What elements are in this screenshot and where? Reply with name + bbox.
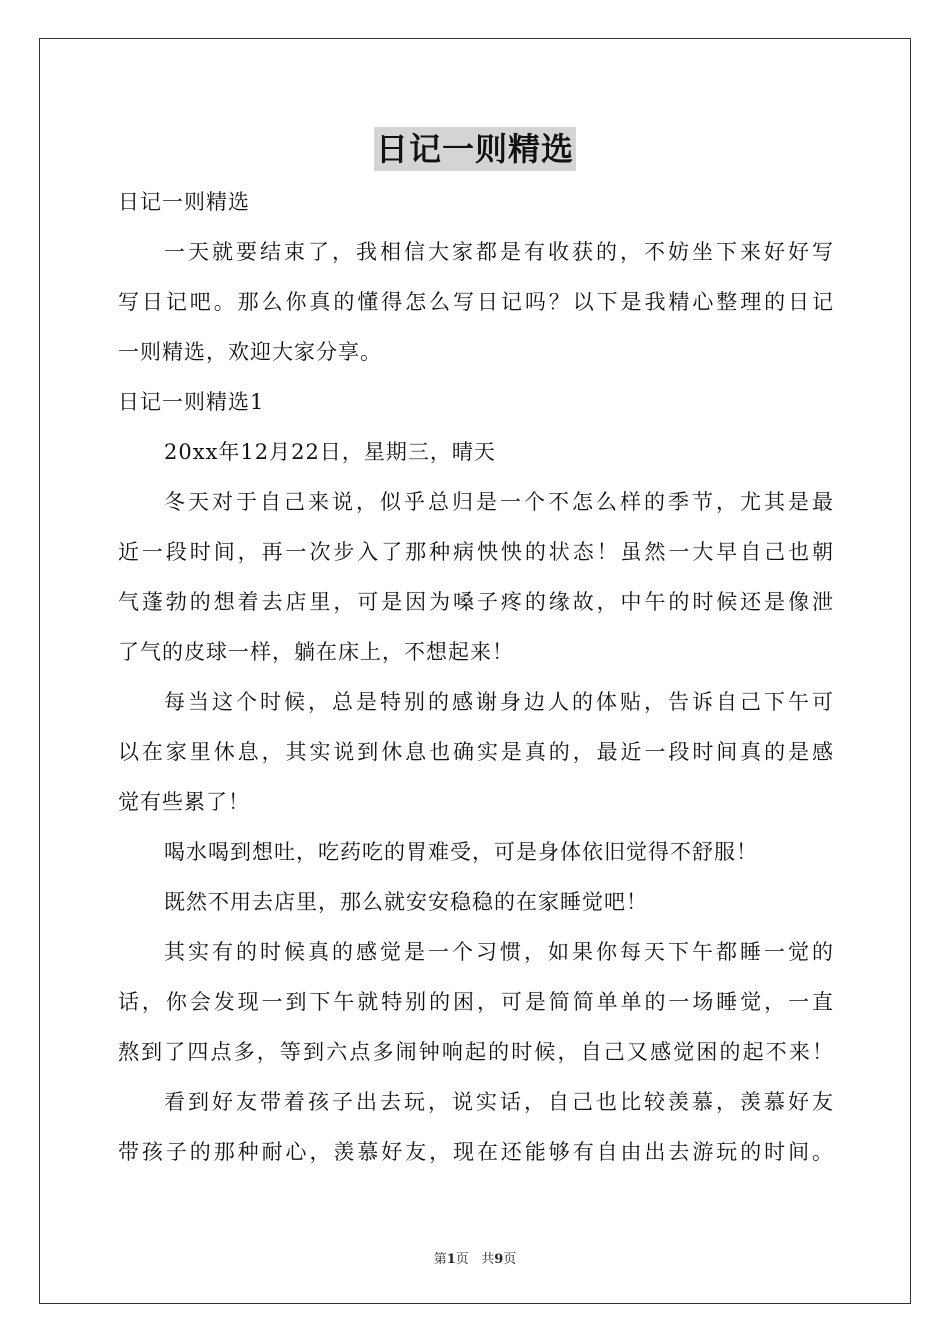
paragraph-2-line-3: 觉有些累了！ xyxy=(118,790,250,814)
section-heading: 日记一则精选1 xyxy=(118,390,265,414)
intro-line-2: 写日记吧。那么你真的懂得怎么写日记吗？以下是我精心整理的日记 xyxy=(118,290,834,314)
paragraph-1-line-1: 冬天对于自己来说，似乎总归是一个不怎么样的季节，尤其是最 xyxy=(164,490,834,514)
document-title: 日记一则精选 xyxy=(374,127,576,171)
page-current: 1 xyxy=(446,1252,456,1267)
paragraph-6-line-2: 带孩子的那种耐心，羡慕好友，现在还能够有自由出去游玩的时间。 xyxy=(118,1140,834,1164)
paragraph-6-line-1: 看到好友带着孩子出去玩，说实话，自己也比较羡慕，羡慕好友 xyxy=(164,1090,834,1114)
page-total: 9 xyxy=(494,1252,504,1267)
paragraph-2-line-1: 每当这个时候，总是特别的感谢身边人的体贴，告诉自己下午可 xyxy=(164,690,834,714)
paragraph-5-line-1: 其实有的时候真的感觉是一个习惯，如果你每天下午都睡一觉的 xyxy=(164,940,834,964)
title-wrap xyxy=(0,127,950,171)
page-footer xyxy=(0,1248,950,1267)
paragraph-1-line-4: 了气的皮球一样，躺在床上，不想起来！ xyxy=(118,640,514,664)
total-prefix: 共 xyxy=(481,1252,495,1267)
paragraph-2-line-2: 以在家里休息，其实说到休息也确实是真的，最近一段时间真的是感 xyxy=(118,740,834,764)
page-suffix: 页 xyxy=(455,1252,469,1267)
paragraph-4-line-1: 既然不用去店里，那么就安安稳稳的在家睡觉吧！ xyxy=(164,890,648,914)
page-prefix: 第 xyxy=(433,1252,447,1267)
paragraph-5-line-2: 话，你会发现一到下午就特别的困，可是简简单单的一场睡觉，一直 xyxy=(118,990,834,1014)
total-suffix: 页 xyxy=(503,1252,517,1267)
paragraph-1-line-3: 气蓬勃的想着去店里，可是因为嗓子疼的缘故，中午的时候还是像泄 xyxy=(118,590,834,614)
intro-line-3: 一则精选，欢迎大家分享。 xyxy=(118,340,382,364)
document-body xyxy=(118,177,834,1177)
subtitle-line: 日记一则精选 xyxy=(118,190,250,214)
date-line: 20xx年12月22日，星期三，晴天 xyxy=(164,440,496,464)
paragraph-5-line-3: 熬到了四点多，等到六点多闹钟响起的时候，自己又感觉困的起不来！ xyxy=(118,1040,834,1064)
paragraph-1-line-2: 近一段时间，再一次步入了那种病怏怏的状态！虽然一大早自己也朝 xyxy=(118,540,834,564)
paragraph-3-line-1: 喝水喝到想吐，吃药吃的胃难受，可是身体依旧觉得不舒服！ xyxy=(164,840,758,864)
intro-line-1: 一天就要结束了，我相信大家都是有收获的，不妨坐下来好好写 xyxy=(164,240,834,264)
